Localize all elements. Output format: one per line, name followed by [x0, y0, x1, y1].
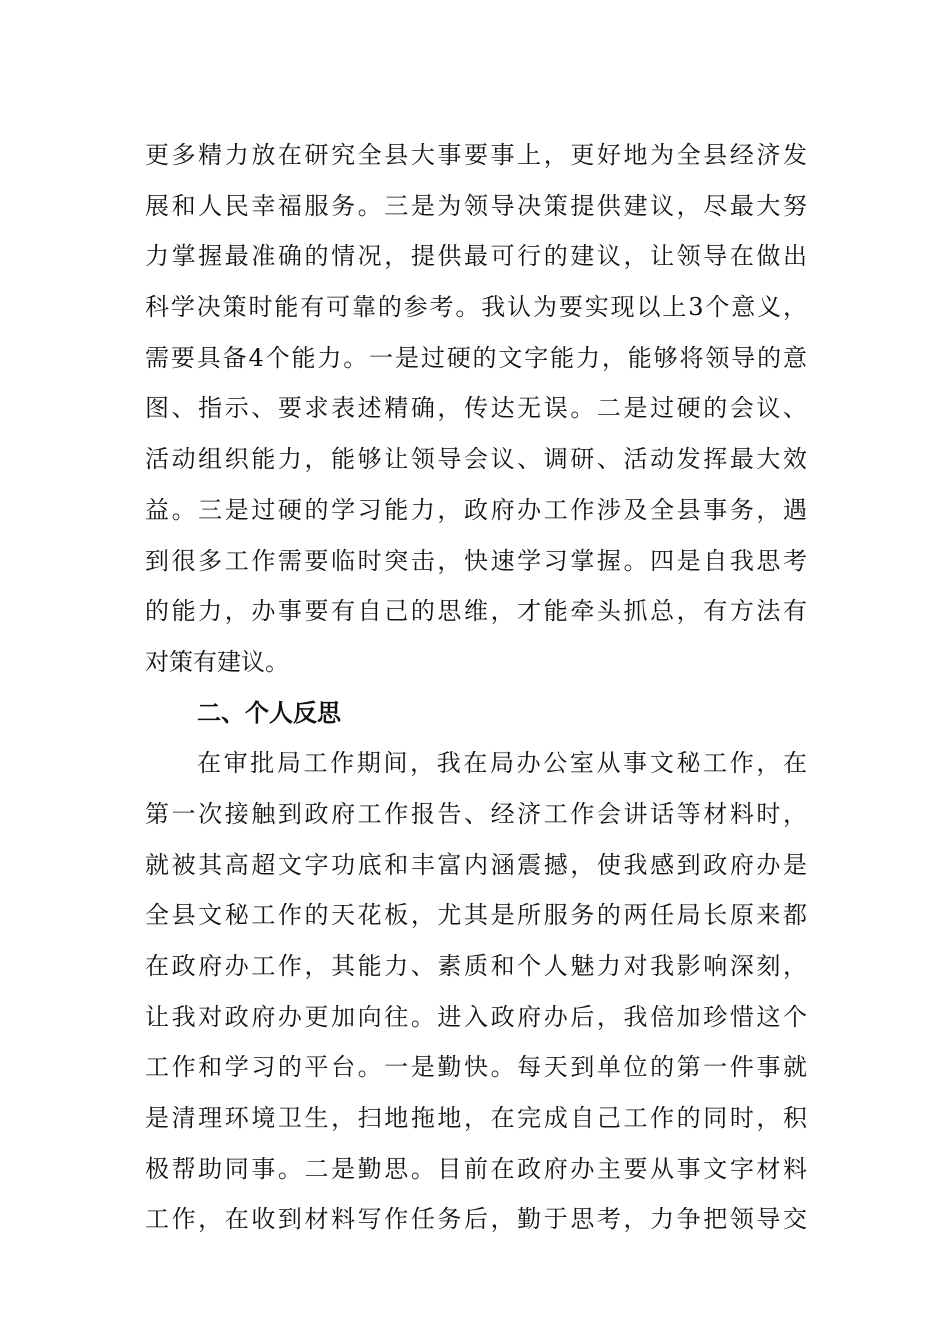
paragraph-line: 就被其高超文字功底和丰富内涵震撼，使我感到政府办是: [145, 850, 807, 879]
paragraph-line: 是清理环境卫生，扫地拖地，在完成自己工作的同时，积: [145, 1104, 807, 1133]
paragraph-line: 活动组织能力，能够让领导会议、调研、活动发挥最大效: [145, 445, 807, 474]
paragraph-line: 第一次接触到政府工作报告、经济工作会讲话等材料时，: [145, 799, 807, 828]
paragraph-line: 的能力，办事要有自己的思维，才能牵头抓总，有方法有: [145, 597, 807, 626]
paragraph-line: 需要具备4个能力。一是过硬的文字能力，能够将领导的意: [145, 343, 807, 372]
paragraph-line: 工作，在收到材料写作任务后，勤于思考，力争把领导交: [145, 1205, 807, 1234]
paragraph-line: 到很多工作需要临时突击，快速学习掌握。四是自我思考: [145, 546, 807, 575]
paragraph-line: 对策有建议。: [145, 647, 289, 676]
section-heading: 二、个人反思: [197, 697, 341, 727]
paragraph-line: 更多精力放在研究全县大事要事上，更好地为全县经济发: [145, 141, 807, 169]
paragraph-line: 全县文秘工作的天花板，尤其是所服务的两任局长原来都: [145, 901, 807, 930]
paragraph-line: 工作和学习的平台。一是勤快。每天到单位的第一件事就: [145, 1053, 807, 1082]
paragraph-line: 图、指示、要求表述精确，传达无误。二是过硬的会议、: [145, 394, 807, 423]
paragraph-line: 科学决策时能有可靠的参考。我认为要实现以上3个意义，: [145, 293, 807, 322]
paragraph-line: 展和人民幸福服务。三是为领导决策提供建议，尽最大努: [145, 191, 807, 220]
paragraph-line: 让我对政府办更加向往。进入政府办后，我倍加珍惜这个: [145, 1002, 807, 1031]
paragraph-line: 益。三是过硬的学习能力，政府办工作涉及全县事务，遇: [145, 495, 807, 524]
paragraph-line: 极帮助同事。二是勤思。目前在政府办主要从事文字材料: [145, 1154, 807, 1183]
paragraph-line: 在审批局工作期间，我在局办公室从事文秘工作，在: [197, 749, 807, 778]
document-body: [145, 130, 807, 1245]
paragraph-line: 力掌握最准确的情况，提供最可行的建议，让领导在做出: [145, 242, 807, 271]
paragraph-line: 在政府办工作，其能力、素质和个人魅力对我影响深刻，: [145, 952, 807, 980]
